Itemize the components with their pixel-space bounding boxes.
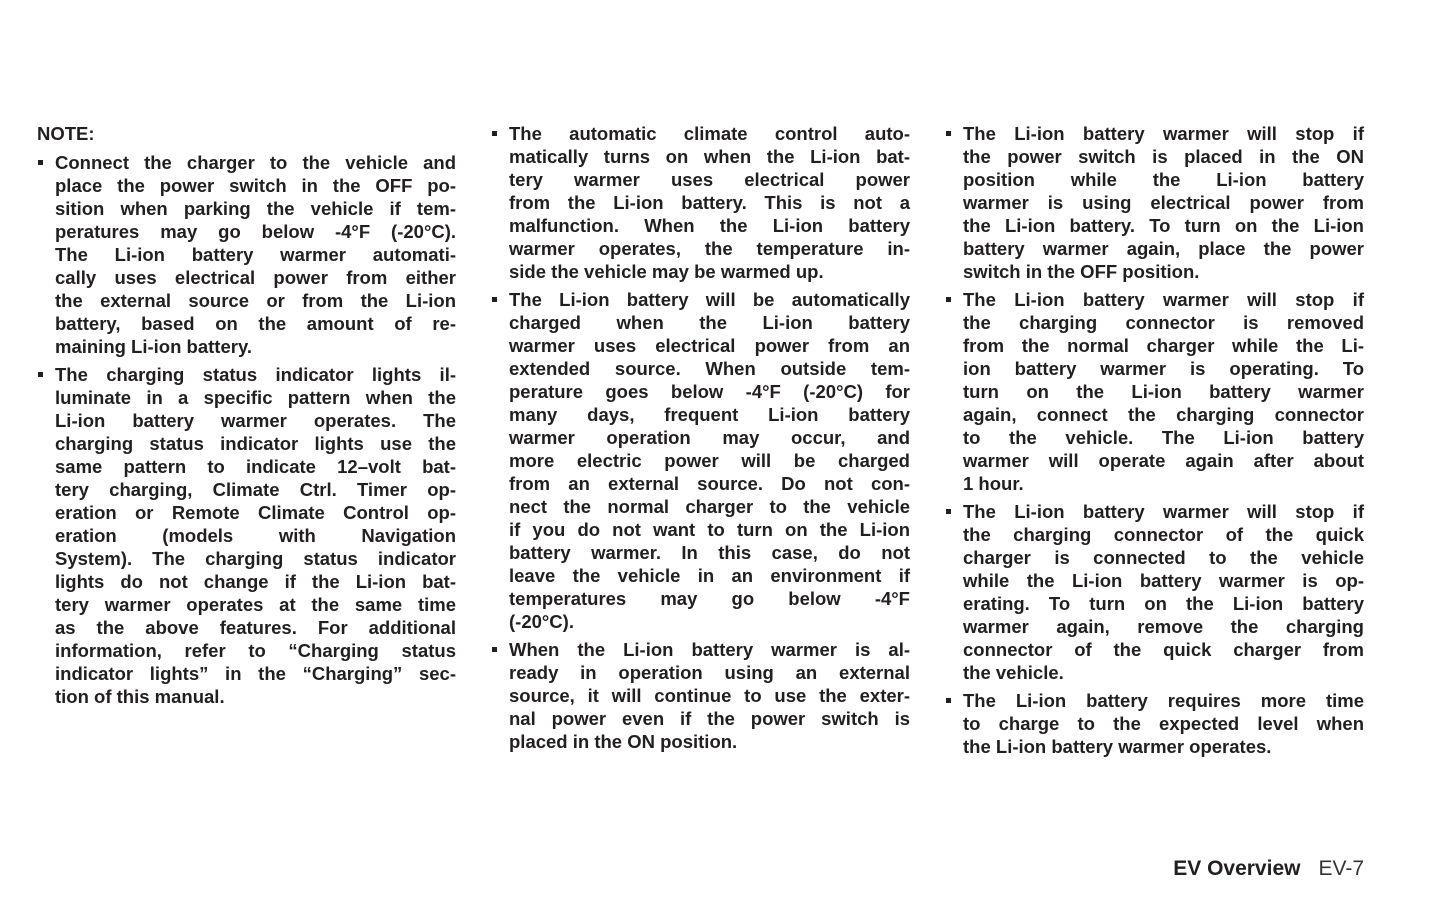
text-line: System). The charging status indicator [55,548,456,569]
text-line: position while the Li-ion battery [963,169,1364,190]
text-line: as the above features. For additional [55,617,456,638]
bullet-square-icon [946,698,951,703]
text-line: Connect the charger to the vehicle and [55,152,456,173]
bullet-square-icon [492,647,497,652]
text-line: 1 hour. [963,473,1024,494]
text-line: charged when the Li-ion battery [509,312,910,333]
text-line: Li-ion battery warmer operates. The [55,410,456,431]
column-2 [491,122,910,758]
text-line: eration or Remote Climate Control op- [55,502,456,523]
text-line: the charging connector of the quick [963,524,1364,545]
text-line: The Li-ion battery warmer automati- [55,244,456,265]
bullet-square-icon [946,297,951,302]
text-line: warmer will operate again after about [963,450,1364,471]
bullet-square-icon [946,131,951,136]
text-line: the Li-ion battery. To turn on the Li-ion [963,215,1364,236]
text-line: leave the vehicle in an environment if [509,565,910,586]
text-line: from the Li-ion battery. This is not a [509,192,910,213]
text-line: to the vehicle. The Li-ion battery [963,427,1364,448]
text-line: The Li-ion battery requires more time [963,690,1364,711]
text-line: When the Li-ion battery warmer is al- [509,639,910,660]
bullet-item [945,288,1364,495]
text-line: again, connect the charging connector [963,404,1364,425]
text-line: many days, frequent Li-ion battery [509,404,910,425]
bullet-item [37,363,456,708]
text-line: while the Li-ion battery warmer is op- [963,570,1364,591]
text-line: warmer uses electrical power from an [509,335,910,356]
text-line: warmer again, remove the charging [963,616,1364,637]
bullet-square-icon [38,160,43,165]
section-title: EV Overview [1173,857,1301,880]
text-line: maining Li-ion battery. [55,336,252,357]
text-line: connector of the quick charger from [963,639,1364,660]
text-line: source, it will continue to use the exter- [509,685,910,706]
text-line: information, refer to “Charging status [55,640,456,661]
bullet-item [945,689,1364,758]
text-line: the Li-ion battery warmer operates. [963,736,1272,757]
text-line: from an external source. Do not con- [509,473,910,494]
page-footer [1173,855,1364,883]
column-3 [945,122,1364,763]
text-line: erating. To turn on the Li-ion battery [963,593,1364,614]
text-line: ready in operation using an external [509,662,910,683]
bullet-square-icon [38,372,43,377]
text-line: tion of this manual. [55,686,225,707]
text-line: The charging status indicator lights il- [55,364,456,385]
bullet-item [491,638,910,753]
text-line: battery, based on the amount of re- [55,313,456,334]
note-heading: NOTE: [37,123,95,144]
text-line: cally uses electrical power from either [55,267,456,288]
text-line: malfunction. When the Li-ion battery [509,215,910,236]
bullet-item [37,151,456,358]
page-number: EV-7 [1318,857,1364,880]
text-line: to charge to the expected level when [963,713,1364,734]
text-line: more electric power will be charged [509,450,910,471]
text-line: extended source. When outside tem- [509,358,910,379]
text-line: from the normal charger while the Li- [963,335,1364,356]
text-line: charging status indicator lights use the [55,433,456,454]
bullet-square-icon [492,131,497,136]
text-line: matically turns on when the Li-ion bat- [509,146,910,167]
text-line: peratures may go below -4°F (-20°C). [55,221,456,242]
text-line: The Li-ion battery warmer will stop if [963,501,1364,522]
text-line: charger is connected to the vehicle [963,547,1364,568]
column-1 [37,122,456,713]
text-line: warmer operation may occur, and [509,427,910,448]
text-line: tery charging, Climate Ctrl. Timer op- [55,479,456,500]
text-line: temperatures may go below -4°F [509,588,910,609]
text-line: the vehicle. [963,662,1064,683]
text-line: The Li-ion battery will be automatically [509,289,910,310]
text-line: if you do not want to turn on the Li-ion [509,519,910,540]
text-line: warmer is using electrical power from [963,192,1364,213]
text-line: the external source or from the Li-ion [55,290,456,311]
text-line: the charging connector is removed [963,312,1364,333]
bullet-item [945,500,1364,684]
text-line: same pattern to indicate 12–volt bat- [55,456,456,477]
text-line: sition when parking the vehicle if tem- [55,198,456,219]
text-line: turn on the Li-ion battery warmer [963,381,1364,402]
text-line: (-20°C). [509,611,574,632]
text-line: perature goes below -4°F (-20°C) for [509,381,910,402]
bullet-square-icon [946,509,951,514]
text-line: indicator lights” in the “Charging” sec- [55,663,456,684]
text-line: luminate in a specific pattern when the [55,387,456,408]
text-line: The automatic climate control auto- [509,123,910,144]
text-line: place the power switch in the OFF po- [55,175,456,196]
text-line: switch in the OFF position. [963,261,1200,282]
text-line: the power switch is placed in the ON [963,146,1364,167]
text-line: tery warmer uses electrical power [509,169,910,190]
text-line: lights do not change if the Li-ion bat- [55,571,456,592]
text-line: tery warmer operates at the same time [55,594,456,615]
bullet-square-icon [492,297,497,302]
bullet-item [491,288,910,633]
text-line: battery warmer. In this case, do not [509,542,910,563]
text-line: ion battery warmer is operating. To [963,358,1364,379]
text-line: battery warmer again, place the power [963,238,1364,259]
bullet-item [491,122,910,283]
text-line: warmer operates, the temperature in- [509,238,910,259]
text-line: nal power even if the power switch is [509,708,910,729]
bullet-item [945,122,1364,283]
text-line: eration (models with Navigation [55,525,456,546]
text-line: The Li-ion battery warmer will stop if [963,289,1364,310]
text-line: placed in the ON position. [509,731,738,752]
text-line: The Li-ion battery warmer will stop if [963,123,1364,144]
text-line: nect the normal charger to the vehicle [509,496,910,517]
text-line: side the vehicle may be warmed up. [509,261,824,282]
